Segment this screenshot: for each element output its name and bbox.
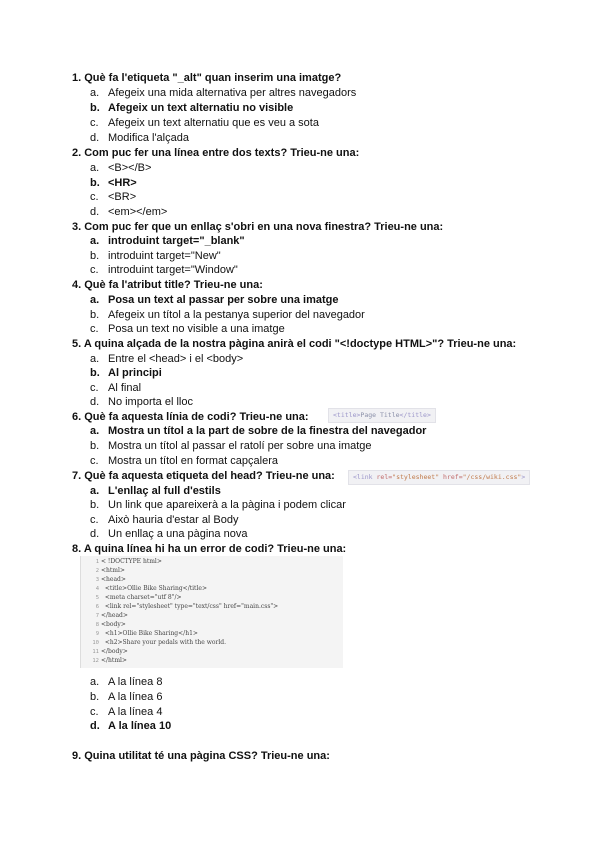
code-screenshot [80, 556, 343, 668]
code-line: </body> [101, 648, 128, 655]
option-letter: c. [90, 514, 99, 526]
q3-option-c [90, 264, 238, 276]
code-line-number: 8 [95, 622, 99, 628]
q2-option-a [90, 162, 151, 174]
question-3-title: 3. Com puc fer que un enllaç s'obri en una nova finestra? Trieu-ne una: [72, 221, 444, 233]
option-text: Modifica l'alçada [108, 132, 189, 144]
title-code-snippet [328, 408, 436, 423]
snippet-close: > [521, 473, 526, 481]
option-letter: b. [90, 309, 100, 321]
q5-option-d [90, 396, 193, 408]
q2-option-b [90, 177, 137, 189]
question-2-title: 2. Com puc fer una línea entre dos texts? Trieu-ne una: [72, 147, 360, 159]
q6-option-a [90, 425, 426, 437]
option-text: Al final [108, 382, 142, 394]
snippet-inner-text: Page Title [360, 411, 400, 419]
option-text: <HR> [108, 177, 137, 189]
code-line: </html> [101, 657, 127, 664]
option-text: <em></em> [108, 206, 168, 218]
option-letter: c. [90, 264, 99, 276]
code-line-number: 7 [95, 613, 99, 619]
question-7-title: 7. Què fa aquesta etiqueta del head? Trieu-ne una: [72, 470, 335, 482]
option-text: A la línea 8 [108, 676, 163, 688]
option-text: Mostra un títol a la part de sobre de la finestra del navegador [108, 425, 427, 437]
code-line: <body> [101, 621, 126, 628]
option-text: Afegeix un títol a la pestanya superior del navegador [108, 309, 365, 321]
code-line: <head> [101, 576, 126, 583]
q3-option-a [90, 235, 245, 247]
code-line-number: 6 [95, 604, 99, 610]
option-letter: d. [90, 396, 100, 408]
option-text: Un enllaç a una pàgina nova [108, 528, 248, 540]
q1-option-b [90, 102, 293, 114]
q1-option-a [90, 87, 356, 99]
option-letter: a. [90, 294, 100, 306]
q6-option-b [90, 440, 372, 452]
q1-option-c [90, 117, 319, 129]
code-line-number: 4 [95, 586, 99, 592]
option-letter: d. [90, 206, 100, 218]
q7-option-d [90, 528, 247, 540]
q4-option-c [90, 323, 285, 335]
option-text: Afegeix un text alternatiu no visible [108, 102, 294, 114]
option-letter: a. [90, 425, 100, 437]
option-text: Mostra un títol en format capçalera [108, 455, 278, 467]
q6-option-c [90, 455, 278, 467]
option-text: <BR> [108, 191, 137, 203]
code-line-number: 10 [92, 640, 99, 646]
link-code-snippet [348, 470, 530, 485]
option-text: A la línea 10 [108, 720, 172, 732]
snippet-href-attr: href= [443, 473, 463, 481]
q5-option-a [90, 353, 243, 365]
option-text: introduint target="_blank" [108, 235, 245, 247]
option-letter: b. [90, 367, 100, 379]
q8-option-a [90, 676, 162, 688]
question-1-title: 1. Què fa l'etiqueta "_alt" quan inserim una imatge? [72, 72, 342, 84]
code-line: <title>Ollie Bike Sharing</title> [101, 585, 207, 592]
snippet-rel-value: "stylesheet" [392, 473, 440, 481]
option-letter: a. [90, 87, 100, 99]
q1-option-d [90, 132, 189, 144]
q7-option-b [90, 499, 346, 511]
q7-option-c [90, 514, 239, 526]
q3-option-b [90, 250, 221, 262]
code-line-number: 5 [95, 595, 99, 601]
code-line-number: 11 [92, 649, 99, 655]
q8-option-c [90, 706, 162, 718]
option-letter: c. [90, 455, 99, 467]
question-8-title: 8. A quina línea hi ha un error de codi? Trieu-ne una: [72, 543, 347, 555]
q7-option-a [90, 485, 221, 497]
option-letter: a. [90, 162, 100, 174]
code-line: <h1>Ollie Bike Sharing</h1> [101, 630, 198, 637]
option-text: <B></B> [108, 162, 152, 174]
option-letter: a. [90, 485, 100, 497]
option-text: introduint target="New" [108, 250, 221, 262]
q4-option-b [90, 309, 365, 321]
code-line-number: 3 [95, 577, 99, 583]
code-line: < !DOCTYPE html> [101, 558, 162, 565]
snippet-link-tag: <link [353, 473, 373, 481]
option-text: Això hauria d'estar al Body [108, 514, 239, 526]
code-line-number: 12 [92, 658, 99, 664]
option-text: No importa el lloc [108, 396, 193, 408]
option-letter: d. [90, 528, 100, 540]
q4-option-a [90, 294, 338, 306]
option-text: Afegeix un text alternatiu que es veu a sota [108, 117, 319, 129]
option-text: Posa un text no visible a una imatge [108, 323, 285, 335]
q2-option-c [90, 191, 136, 203]
code-line-number: 2 [95, 568, 99, 574]
q8-option-d [90, 720, 171, 732]
option-letter: c. [90, 382, 99, 394]
question-9-title: 9. Quina utilitat té una pàgina CSS? Trieu-ne una: [72, 750, 330, 762]
option-letter: c. [90, 323, 99, 335]
option-letter: a. [90, 353, 100, 365]
option-letter: c. [90, 706, 99, 718]
q8-option-b [90, 691, 162, 703]
snippet-href-value: "/css/wiki.css" [462, 473, 522, 481]
option-letter: a. [90, 235, 100, 247]
code-line: <h2>Share your pedals with the world. [101, 639, 227, 646]
question-6-title: 6. Què fa aquesta línia de codi? Trieu-ne una: [72, 411, 309, 423]
snippet-open-tag: <title> [333, 411, 361, 419]
code-line: </head> [101, 612, 128, 619]
snippet-close-tag: </title> [399, 411, 431, 419]
snippet-rel-attr: rel= [376, 473, 393, 481]
option-letter: b. [90, 691, 100, 703]
option-letter: b. [90, 177, 100, 189]
code-line-number: 9 [95, 631, 99, 637]
option-letter: a. [90, 676, 100, 688]
option-text: Afegeix una mida alternativa per altres navegadors [108, 87, 357, 99]
q5-option-c [90, 382, 141, 394]
question-4-title: 4. Què fa l'atribut title? Trieu-ne una: [72, 279, 263, 291]
option-text: Posa un text al passar per sobre una imatge [108, 294, 339, 306]
option-letter: b. [90, 250, 100, 262]
code-line-number: 1 [95, 559, 99, 565]
q5-option-b [90, 367, 162, 379]
option-letter: b. [90, 440, 100, 452]
option-text: L'enllaç al full d'estils [108, 485, 221, 497]
option-letter: d. [90, 720, 100, 732]
option-text: Al principi [108, 367, 162, 379]
code-line: <link rel="stylesheet" type="text/css" href="main.css"> [101, 603, 279, 610]
option-letter: c. [90, 117, 99, 129]
option-text: Mostra un títol al passar el ratolí per sobre una imatge [108, 440, 372, 452]
option-text: Un link que apareixerà a la pàgina i podem clicar [108, 499, 346, 511]
option-text: A la línea 4 [108, 706, 163, 718]
option-letter: c. [90, 191, 99, 203]
option-text: Entre el <head> i el <body> [108, 353, 244, 365]
q2-option-d [90, 206, 167, 218]
question-5-title: 5. A quina alçada de la nostra pàgina anirà el codi "<!doctype HTML>"? Trieu-ne una: [72, 338, 517, 350]
code-line: <meta charset="utf 8"/> [101, 594, 182, 601]
option-letter: b. [90, 102, 100, 114]
option-text: A la línea 6 [108, 691, 163, 703]
code-line: <html> [101, 567, 125, 574]
option-text: introduint target="Window" [108, 264, 238, 276]
option-letter: d. [90, 132, 100, 144]
option-letter: b. [90, 499, 100, 511]
